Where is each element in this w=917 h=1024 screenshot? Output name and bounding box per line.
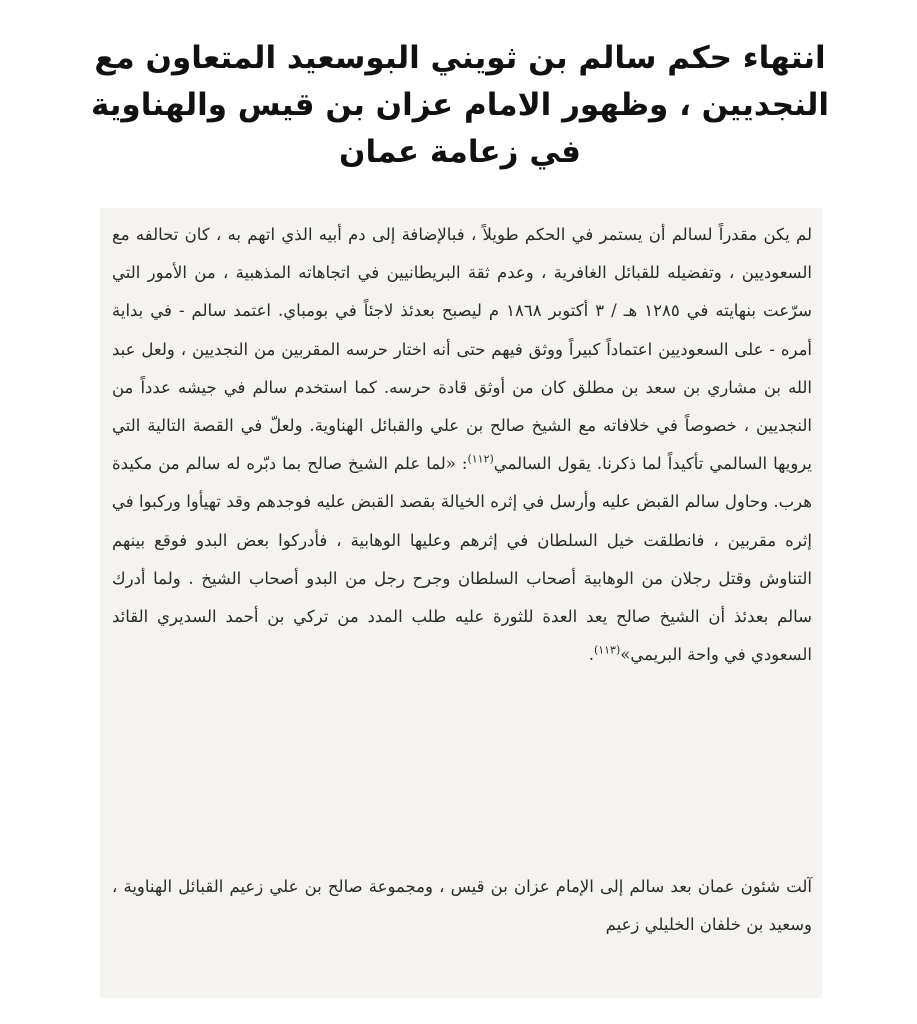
scanned-book-page: [100, 208, 822, 998]
quotation-text: : «لما علم الشيخ صالح بما دبّره له سالم من مكيدة هرب. وحاول سالم القبض عليه وأرسل في إثره الخيالة بقصد القبض عليه فوجدهم وقد تهيأوا وركبوا في إثره مقربين ، فانطلقت خيل السلطان في إثرهم وعليها الوهابية ، فأدركوا بعض البدو فوقع بينهم التناوش وقتل رجلان من الوهابية أصحاب السلطان وجرح رجل من البدو أصحاب الشيخ . ولما أدرك سالم بعدئذ أن الشيخ صالح يعد العدة للثورة عليه طلب المدد من تركي بن أحمد السديري القائد السعودي في واحة البريمي»: [112, 454, 812, 665]
paragraph-end: .: [588, 645, 594, 665]
page-title: انتهاء حكم سالم بن ثويني البوسعيد المتعاون مع النجديين ، وظهور الامام عزان بن قيس والهناوية في زعامة عمان: [90, 39, 830, 170]
footnote-ref: (١١٣): [593, 643, 621, 657]
body-paragraph: [112, 216, 812, 674]
paragraph-text: لم يكن مقدراً لسالم أن يستمر في الحكم طويلاً ، فبالإضافة إلى دم أبيه الذي اتهم به ، كان تحالفه مع السعوديين ، وتفضيله للقبائل الغافرية ، وعدم ثقة البريطانيين في اتجاهاته المذهبية ، من الأمور التي سرّعت بنهايته في ١٢٨٥ هـ / ٣ أكتوبر ١٨٦٨ م ليصبح بعدئذ لاجئاً في بومباي. اعتمد سالم - في بداية أمره - على السعوديين اعتماداً كبيراً ووثق فيهم حتى أنه اختار حرسه المقربين من النجديين ، ولعل عبد الله بن مشاري بن سعد بن مطلق كان من أوثق قادة حرسه. كما استخدم سالم في جيشه عدداً من النجديين ، خصوصاً في خلافاته مع الشيخ صالح بن علي والقبائل الهناوية. ولعلّ في القصة التالية التي يرويها السالمي تأكيداً لما ذكرنا. يقول السالمي: [112, 225, 812, 474]
body-paragraph: آلت شئون عمان بعد سالم إلى الإمام عزان بن قيس ، ومجموعة صالح بن علي زعيم القبائل الهناوية ، وسعيد بن خلفان الخليلي زعيم: [112, 877, 812, 934]
footnote-ref: (١١٢): [467, 452, 494, 466]
